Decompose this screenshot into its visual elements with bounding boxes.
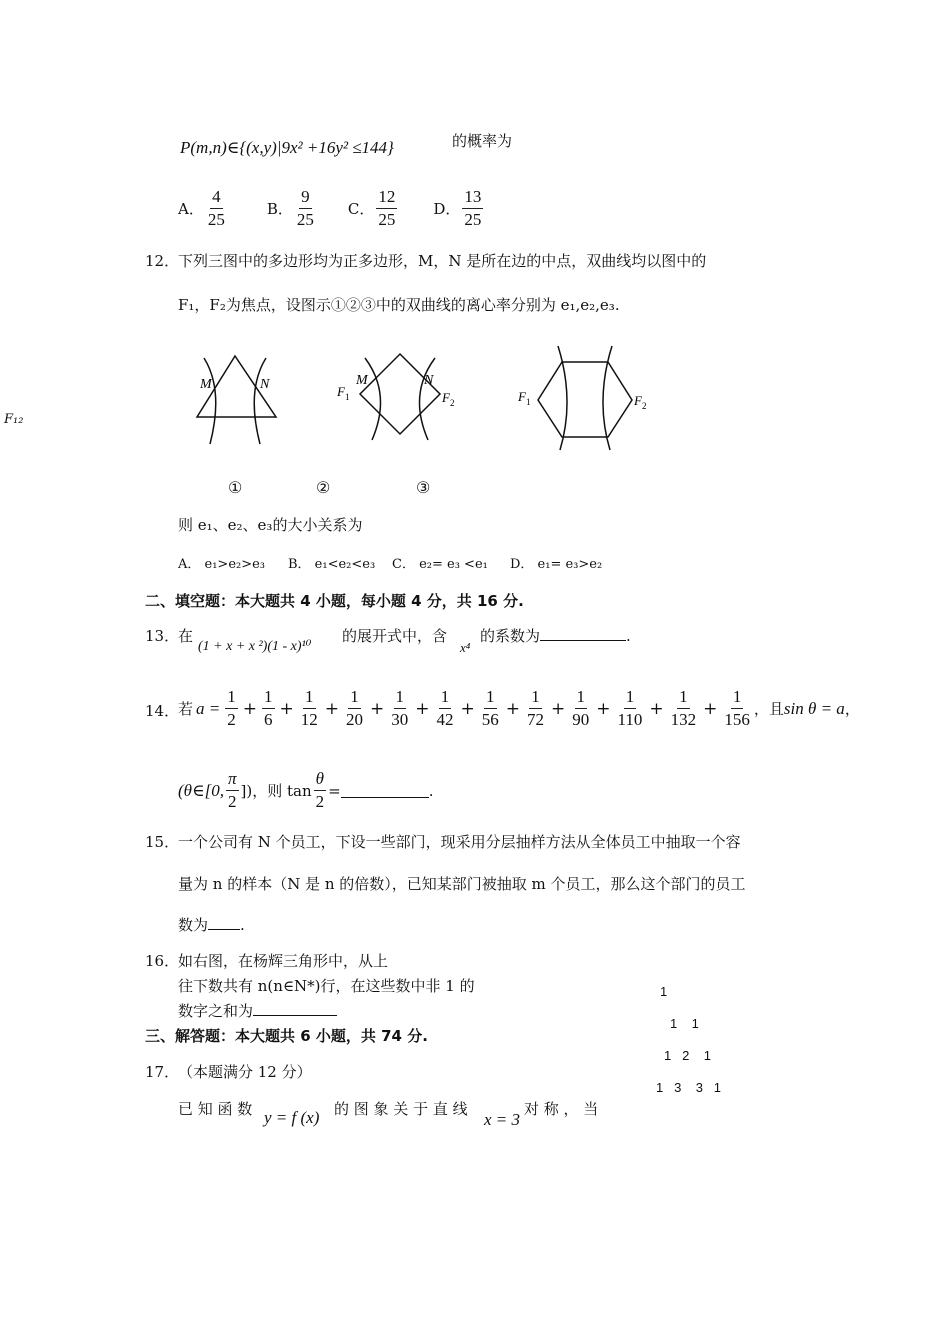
yanghui-row-4: 1 3 3 1 — [656, 1080, 722, 1092]
q15-line2: 量为 n 的样本（N 是 n 的倍数），已知某部门被抽取 m 个员工，那么这个部门的员工 — [178, 875, 746, 893]
q11-option-b-value: $\frac{9}{25}$ — [296, 187, 314, 229]
q14-answer-blank[interactable] — [341, 783, 429, 798]
q16-number: 16． — [145, 952, 180, 970]
figure-3-hexagon — [538, 346, 632, 450]
q11-option-c-label: C． — [347, 200, 375, 218]
section-3-heading: 三、解答题：本大题共 6 小题，共 74 分. — [145, 1027, 428, 1045]
q12-option-d: D． e₁= e₃>e₂ — [510, 557, 603, 572]
q11-option-b-label: B． — [266, 200, 293, 218]
q11-option-a-label: A． — [178, 200, 204, 218]
q14-fraction: $\frac{1}{56}$ — [481, 687, 499, 729]
q11-option-a-value: $\frac{4}{25}$ — [207, 187, 225, 229]
q12-line1: 下列三图中的多边形均为正多边形，M，N 是所在边的中点，双曲线均以图中的 — [178, 252, 707, 270]
q15-line1: 一个公司有 N 个员工，下设一些部门，现采用分层抽样方法从全体员工中抽取一个容 — [178, 833, 741, 851]
figure-3-label-f2: $F_2$ — [634, 393, 647, 411]
plus-sign: + — [460, 698, 475, 719]
plus-sign: + — [242, 698, 257, 719]
figure-1-triangle — [197, 356, 276, 444]
figure-1-label-m: M — [200, 377, 212, 392]
q14-fraction: $\frac{1}{72}$ — [527, 687, 544, 729]
q13-term: x⁴ — [460, 640, 471, 655]
plus-sign: + — [505, 698, 520, 719]
q15-answer-blank[interactable] — [208, 915, 240, 930]
q16-line1: 如右图，在杨辉三角形中，从上 — [178, 952, 389, 970]
q11-option-d-value: $\frac{13}{25}$ — [464, 187, 482, 229]
q14-pi-over-2: $\frac{\pi}{2}$ — [227, 769, 237, 811]
q14-fraction: $\frac{1}{110}$ — [617, 687, 643, 729]
yanghui-row-2: 1 1 — [670, 1016, 699, 1031]
q12-option-a: A． e₁>e₂>e₃ — [178, 557, 266, 572]
plus-sign: + — [324, 698, 339, 719]
q14-fraction: $\frac{1}{2}$ — [227, 687, 236, 729]
q14-fraction: $\frac{1}{30}$ — [391, 687, 409, 729]
q11-option-d-label: D． — [433, 200, 461, 218]
q16-line2: 往下数共有 n(n∈N*)行，在这些数中非 1 的 — [178, 977, 475, 995]
plus-sign: + — [551, 698, 566, 719]
figure-1-caption: ① — [228, 478, 243, 497]
figure-2-label-n: N — [424, 373, 434, 388]
q14-fraction: $\frac{1}{90}$ — [572, 687, 590, 729]
plus-sign: + — [370, 698, 385, 719]
q14-fraction-sum — [223, 686, 754, 731]
figure-2-square — [360, 354, 440, 440]
q13-number: 13． — [145, 627, 180, 645]
q17-function: y = f (x) — [264, 1108, 320, 1127]
q16-line3: 数字之和为 — [178, 1000, 337, 1021]
figure-2-label-f2: $F_2$ — [442, 390, 455, 408]
q11-option-c-value: $\frac{12}{25}$ — [378, 187, 396, 229]
q14-fraction: $\frac{1}{12}$ — [300, 687, 318, 729]
q11-options — [178, 186, 485, 231]
q11-condition-math: P(m,n)∈{(x,y)|9x² +16y² ≤144} — [180, 138, 394, 157]
figure-2-label-f1: $F_1$ — [337, 384, 350, 402]
q11-condition-text: 的概率为 — [452, 132, 513, 150]
q14-fraction: $\frac{1}{132}$ — [670, 687, 697, 729]
q12-number: 12． — [145, 252, 180, 270]
q13-post: 的系数为 . — [480, 627, 631, 645]
q14-fraction: $\frac{1}{20}$ — [346, 687, 363, 729]
q14-fraction: $\frac{1}{6}$ — [264, 687, 273, 729]
plus-sign: + — [279, 698, 294, 719]
q15-number: 15． — [145, 833, 180, 851]
plus-sign: + — [596, 698, 611, 719]
plus-sign: + — [649, 698, 664, 719]
figure-2-caption: ② — [316, 478, 331, 497]
q17-header: （本题满分 12 分） — [178, 1063, 312, 1081]
section-2-heading: 二、填空题：本大题共 4 小题，每小题 4 分，共 16 分. — [145, 592, 524, 610]
q17-text-2: 的 图 象 关 于 直 线 — [334, 1100, 468, 1118]
q14-equation: 若 a = $\frac{1}{2}$ + $\frac{1}{6}$ + $\frac{1}{12}$ + $\frac{1}{20}$ + $\frac{1}{30}$ + $\frac{1}{42}$ + $\frac{1}{56}$ + $\frac{1}{72}$ + $\frac{1}{90}$ + $\frac{1}{110}$ + $\frac{1}{132}$ + $\frac{1}{156}$ ，且 sin θ = a ， — [178, 687, 860, 729]
figure-3-label-f1: $F_1$ — [518, 389, 531, 407]
margin-label: F₁₂ — [4, 412, 24, 427]
yanghui-row-3: 1 2 1 — [664, 1048, 711, 1063]
figure-3-caption: ③ — [416, 478, 431, 497]
q12-question: 则 e₁、e₂、e₃的大小关系为 — [178, 516, 363, 534]
q14-fraction: $\frac{1}{156}$ — [724, 687, 750, 729]
plus-sign: + — [703, 698, 718, 719]
q17-text-3: 对 称 ， 当 — [524, 1100, 599, 1118]
plus-sign: + — [415, 698, 430, 719]
q13-expression: (1 + x + x ²)(1 - x)¹⁰ — [198, 639, 312, 654]
figure-2-label-m: M — [356, 373, 368, 388]
q14-number: 14． — [145, 702, 180, 720]
q14-fraction: $\frac{1}{42}$ — [436, 687, 454, 729]
q12-option-b: B． e₁<e₂<e₃ — [288, 557, 376, 572]
q13-answer-blank[interactable] — [540, 626, 626, 641]
q13-mid: 的展开式中，含 — [342, 627, 448, 645]
q17-number: 17． — [145, 1063, 180, 1081]
yanghui-row-1: 1 — [660, 984, 668, 999]
figure-1-label-n: N — [260, 377, 270, 392]
q16-answer-blank[interactable] — [253, 1001, 337, 1016]
q12-option-c: C． e₂= e₃ <e₁ — [392, 557, 488, 572]
q17-text-1: 已 知 函 数 — [178, 1100, 253, 1118]
q13-pre: 在 — [178, 627, 194, 645]
q14-line2: (θ∈[0, $\frac{\pi}{2}$ ])，则 tan $\frac{\theta}{2}$ = . — [178, 769, 434, 811]
hyperbola-figures — [180, 340, 680, 460]
q12-line2: F₁，F₂为焦点，设图示①②③中的双曲线的离心率分别为 e₁,e₂,e₃. — [178, 296, 620, 314]
q15-line3: 数为 . — [178, 916, 245, 934]
q17-line-eq: x = 3 — [484, 1110, 521, 1129]
q14-theta-over-2: $\frac{\theta}{2}$ — [315, 769, 325, 811]
